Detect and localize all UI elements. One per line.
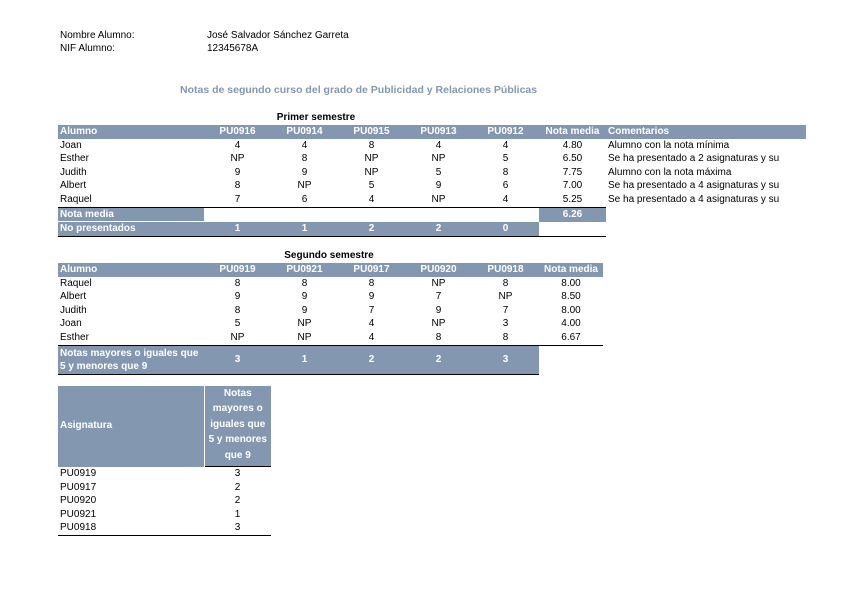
comment-cell: Se ha presentado a 4 asignaturas y su	[608, 180, 780, 192]
student-name: Albert	[60, 180, 87, 192]
grade-cell: 8	[301, 153, 308, 165]
grade-cell: 8	[234, 304, 241, 316]
student-name-value: José Salvador Sánchez Garreta	[207, 30, 349, 41]
subject-count: 1	[234, 508, 241, 520]
table-row	[58, 139, 806, 153]
student-name: Esther	[58, 331, 204, 345]
sem1-np-row	[58, 222, 806, 237]
grade-cell: 4	[301, 139, 308, 151]
col-header: Nota media	[539, 263, 603, 277]
grade-cell: NP	[364, 166, 379, 178]
col-header: Comentarios	[606, 125, 806, 139]
grade-cell: 9	[234, 291, 241, 303]
col-header: PU0920	[405, 263, 472, 277]
np-count: 1	[204, 222, 271, 237]
sem2-count-row	[58, 345, 603, 374]
grade-cell: 9	[301, 304, 308, 316]
grade-cell: 9	[368, 291, 375, 303]
grade-cell: NP	[297, 318, 312, 330]
table-row	[58, 494, 271, 508]
table-row	[58, 166, 806, 180]
grade-cell: 8	[301, 277, 308, 289]
student-name: Joan	[60, 318, 82, 330]
sem1-table	[58, 125, 806, 237]
grade-cell: NP	[405, 193, 472, 207]
grade-cell: NP	[297, 180, 312, 192]
grade-cell: 9	[301, 291, 308, 303]
subject-count: 3	[204, 521, 271, 535]
subject-count: 2	[234, 481, 241, 493]
sem1-header-row	[58, 125, 806, 139]
subject-code: PU0920	[60, 495, 97, 507]
table-row	[58, 304, 603, 318]
grade-cell: 4	[472, 193, 539, 207]
comment-cell: Alumno con la nota máxima	[608, 166, 732, 178]
grade-cell: 5	[368, 180, 375, 192]
count-label: Notas mayores o iguales que 5 y menores que 9	[58, 345, 204, 374]
grade-cell: 8	[502, 166, 509, 178]
count-value: 2	[405, 345, 472, 374]
grade-cell: 5	[435, 166, 442, 178]
grade-cell: 5	[234, 318, 241, 330]
col-header: PU0917	[338, 263, 405, 277]
count-value: 3	[472, 345, 539, 374]
table-row	[58, 152, 806, 166]
col-header: PU0916	[204, 125, 271, 139]
subject-count: 2	[234, 495, 241, 507]
grade-cell: 9	[301, 166, 308, 178]
grade-cell: NP	[204, 331, 271, 345]
student-name: Judith	[60, 304, 87, 316]
col-header: Asignatura	[58, 386, 204, 467]
sem2-table	[58, 263, 603, 375]
grade-cell: 4	[368, 318, 375, 330]
sem1-title: Primer semestre	[276, 112, 356, 123]
grade-cell: 6	[502, 180, 509, 192]
table-row	[58, 179, 806, 193]
col-header: PU0914	[271, 125, 338, 139]
count-value: 3	[204, 345, 271, 374]
np-count: 2	[405, 222, 472, 237]
col-header: PU0921	[271, 263, 338, 277]
table-row	[58, 508, 271, 522]
sem2-header-row	[58, 263, 603, 277]
grade-cell: 3	[502, 318, 509, 330]
np-count: 1	[271, 222, 338, 237]
average-cell: 7.75	[562, 166, 583, 178]
col-header: PU0918	[472, 263, 539, 277]
col-header: Alumno	[58, 263, 204, 277]
grade-cell: NP	[431, 318, 446, 330]
grade-cell: 7	[204, 193, 271, 207]
grade-cell: 8	[234, 277, 241, 289]
page-title: Notas de segundo curso del grado de Publicidad y Relaciones Públicas	[180, 84, 538, 96]
count-value: 1	[271, 345, 338, 374]
grade-cell: 6	[271, 193, 338, 207]
grade-cell: 9	[435, 304, 442, 316]
average-cell: 5.25	[539, 193, 606, 207]
grade-cell: NP	[230, 153, 245, 165]
table-row	[58, 481, 271, 495]
grade-cell: 8	[405, 331, 472, 345]
blank-cell	[204, 207, 539, 222]
col-header: PU0915	[338, 125, 405, 139]
col-header: PU0913	[405, 125, 472, 139]
grade-cell: 8	[368, 139, 375, 151]
average-cell: 7.00	[562, 180, 583, 192]
table-row	[58, 277, 603, 291]
comment-cell: Se ha presentado a 2 asignaturas y su	[608, 153, 780, 165]
table-row	[58, 290, 603, 304]
grade-cell: 4	[502, 139, 509, 151]
average-cell: 8.00	[561, 304, 581, 316]
subject-count: 3	[234, 468, 241, 479]
empty-cell	[539, 345, 603, 374]
blank-cell	[539, 222, 606, 237]
col-header: PU0919	[204, 263, 271, 277]
np-count: 2	[338, 222, 405, 237]
comment-cell: Alumno con la nota mínima	[608, 139, 730, 151]
col-header: Notas mayores o iguales que 5 y menores que 9	[204, 386, 271, 467]
grade-cell: NP	[498, 291, 513, 303]
student-name: Esther	[60, 153, 89, 165]
average-cell: 8.50	[561, 291, 581, 303]
sem2-title: Segundo semestre	[284, 250, 374, 261]
student-name: Judith	[60, 166, 87, 178]
grade-cell: 9	[435, 180, 442, 192]
grade-cell: 4	[338, 331, 405, 345]
grade-cell: 8	[234, 180, 241, 192]
overall-average: 6.26	[539, 207, 606, 222]
student-nif-label: NIF Alumno:	[60, 43, 116, 54]
grade-cell: NP	[364, 153, 379, 165]
student-nif-value: 12345678A	[207, 43, 259, 54]
table-row	[58, 317, 603, 331]
table-row	[58, 331, 603, 345]
count-value: 2	[338, 345, 405, 374]
grade-cell: 7	[502, 304, 509, 316]
grade-cell: 4	[234, 139, 241, 151]
student-name: Raquel	[58, 193, 204, 207]
grade-cell: 8	[472, 331, 539, 345]
grade-cell: 7	[368, 304, 375, 316]
average-cell: 4.00	[561, 318, 581, 330]
grade-cell: 4	[435, 139, 442, 151]
comment-cell: Se ha presentado a 4 asignaturas y su	[608, 194, 780, 206]
table-row	[58, 193, 806, 207]
subject-header-row	[58, 386, 271, 467]
subject-code: PU0917	[60, 481, 97, 493]
np-label: No presentados	[58, 222, 204, 237]
col-header: PU0912	[472, 125, 539, 139]
col-header: Alumno	[58, 125, 204, 139]
student-name-label: Nombre Alumno:	[60, 30, 135, 41]
grade-cell: NP	[431, 153, 446, 165]
average-cell: 8.00	[561, 277, 581, 289]
empty-cell	[606, 222, 806, 237]
grade-cell: 9	[234, 166, 241, 178]
grade-cell: NP	[271, 331, 338, 345]
subject-summary-table	[58, 386, 271, 536]
student-name: Raquel	[60, 277, 92, 289]
average-label: Nota media	[58, 207, 204, 222]
subject-code: PU0919	[60, 467, 97, 479]
np-count: 0	[472, 222, 539, 237]
subject-code: PU0921	[60, 508, 97, 520]
average-cell: 6.67	[539, 331, 603, 345]
grade-cell: 4	[338, 193, 405, 207]
grade-cell: NP	[431, 277, 446, 289]
average-cell: 6.50	[562, 153, 583, 165]
grade-cell: 7	[435, 291, 442, 303]
student-name: Albert	[60, 291, 87, 303]
col-header: Nota media	[539, 125, 606, 139]
average-cell: 4.80	[562, 139, 583, 151]
grade-cell: 8	[502, 277, 509, 289]
sem1-average-row	[58, 207, 806, 222]
grade-cell: 8	[368, 277, 375, 289]
table-row	[58, 521, 271, 535]
empty-cell	[606, 207, 806, 222]
grade-cell: 5	[502, 153, 509, 165]
table-row	[58, 467, 271, 481]
subject-code: PU0918	[58, 521, 204, 535]
student-name: Joan	[60, 139, 82, 151]
